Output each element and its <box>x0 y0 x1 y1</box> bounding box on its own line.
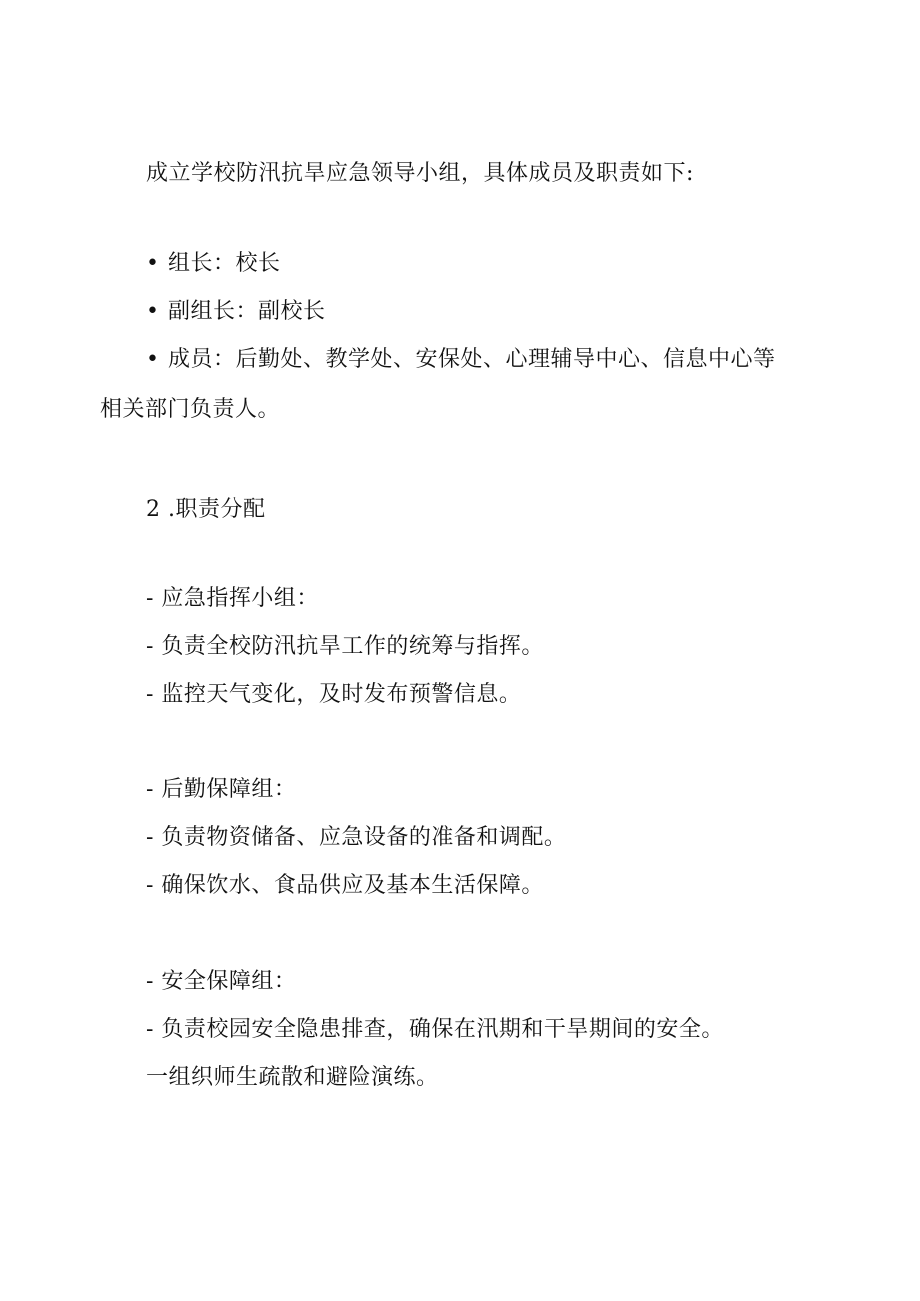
group-item: - 负责校园安全隐患排查，确保在汛期和干旱期间的安全。 <box>146 1017 724 1042</box>
section-heading: 2 .职责分配 <box>146 497 266 522</box>
group-item: - 监控天气变化，及时发布预警信息。 <box>146 682 522 707</box>
member-text: 成员：后勤处、教学处、安保处、心理辅导中心、信息中心等 <box>168 347 776 372</box>
member-text: 组长：校长 <box>168 251 281 276</box>
member-text: 副组长：副校长 <box>168 299 326 324</box>
group-item: - 负责物资储备、应急设备的准备和调配。 <box>146 825 567 850</box>
group-title-safety: - 安全保障组： <box>146 969 297 994</box>
group-item: - 负责全校防汛抗旱工作的统筹与指挥。 <box>146 634 544 659</box>
bullet-icon: • <box>146 251 160 276</box>
member-item-leader <box>146 250 281 278</box>
group-title-logistics: - 后勤保障组： <box>146 777 297 802</box>
member-item-members <box>146 346 776 374</box>
intro-paragraph: 成立学校防汛抗旱应急领导小组，具体成员及职责如下: <box>146 161 694 186</box>
bullet-icon: • <box>146 299 160 324</box>
bullet-icon: • <box>146 347 160 372</box>
member-continuation: 相关部门负责人。 <box>100 397 281 422</box>
group-item: 一组织师生疏散和避险演练。 <box>146 1065 439 1090</box>
member-item-vice-leader <box>146 298 326 326</box>
group-title-command: - 应急指挥小组： <box>146 586 319 611</box>
group-item: - 确保饮水、食品供应及基本生活保障。 <box>146 873 544 898</box>
